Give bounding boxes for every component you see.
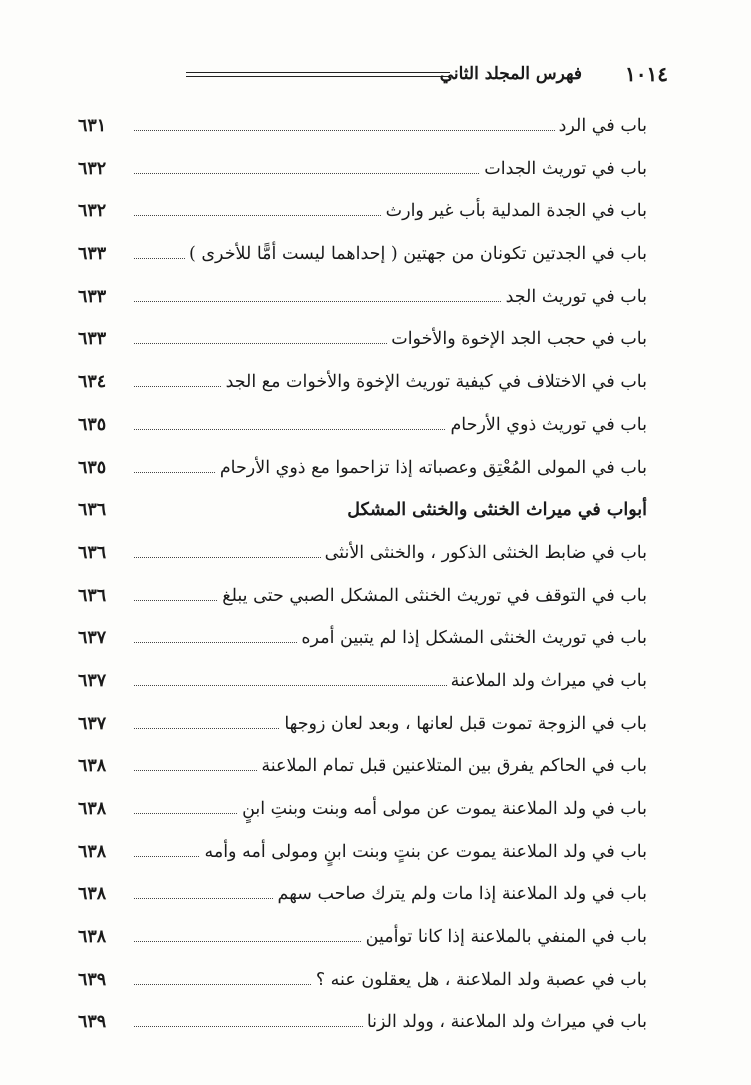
entry-page-number: ٦٣٤ <box>78 372 107 393</box>
page-title: فهرس المجلد الثاني <box>439 64 582 84</box>
entry-title: باب في المنفي بالملاعنة إذا كانا توأمين <box>362 927 647 947</box>
entry-title: باب في توريث الجدات <box>480 159 647 179</box>
entry-page-number: ٦٣٥ <box>78 414 107 435</box>
index-entry <box>78 153 647 196</box>
entry-page-number: ٦٣٨ <box>78 884 107 905</box>
entry-page-number: ٦٣٨ <box>78 756 107 777</box>
index-entry <box>78 622 647 665</box>
index-entry <box>78 580 647 623</box>
index-entry <box>78 878 647 921</box>
entry-page-number: ٦٣٣ <box>78 329 107 350</box>
entry-title: باب في ولد الملاعنة إذا مات ولم يترك صاحب سهم <box>274 884 647 904</box>
entry-page-number: ٦٣٨ <box>78 927 107 948</box>
entry-page-number: ٦٣٥ <box>78 457 107 478</box>
entry-title: باب في الجدتين تكونان من جهتين ( إحداهما ليست أمًّا للأخرى ) <box>185 244 647 264</box>
section-heading-row <box>78 494 647 537</box>
index-entry <box>78 793 647 836</box>
entry-page-number: ٦٣٣ <box>78 286 107 307</box>
entry-title: باب في توريث الجد <box>502 287 647 307</box>
index-entry <box>78 921 647 964</box>
index-entry <box>78 964 647 1007</box>
entry-title: باب في الرد <box>555 116 647 136</box>
entry-page-number: ٦٣١ <box>78 116 107 136</box>
index-entry <box>78 409 647 452</box>
index-entry <box>78 750 647 793</box>
index-entry <box>78 537 647 580</box>
index-entry <box>78 238 647 281</box>
index-entry <box>78 195 647 238</box>
entry-page-number: ٦٣٣ <box>78 244 107 265</box>
entry-title: باب في الزوجة تموت قبل لعانها ، وبعد لعان زوجها <box>280 714 647 734</box>
entry-page-number: ٦٣٩ <box>78 969 107 990</box>
entry-page-number: ٦٣٧ <box>78 713 107 734</box>
entry-page-number: ٦٣٦ <box>78 542 107 563</box>
entry-page-number: ٦٣٨ <box>78 799 107 819</box>
entry-title: باب في عصبة ولد الملاعنة ، هل يعقلون عنه ؟ <box>312 970 647 990</box>
index-entry <box>78 110 647 153</box>
entry-title: باب في الاختلاف في كيفية توريث الإخوة والأخوات مع الجد <box>222 372 647 392</box>
index-list <box>78 110 647 1049</box>
entry-page-number: ٦٣٨ <box>78 841 107 862</box>
entry-page-number: ٦٣٢ <box>78 158 107 179</box>
entry-title: باب في المولى المُعْتِق وعصباته إذا تزاحموا مع ذوي الأرحام <box>216 458 647 478</box>
entry-title: باب في الجدة المدلية بأب غير وارث <box>382 201 647 221</box>
entry-title: باب في توريث ذوي الأرحام <box>446 415 647 435</box>
entry-title: باب في التوقف في توريث الخنثى المشكل الصبي حتى يبلغ <box>218 586 647 606</box>
entry-title: باب في ميراث ولد الملاعنة <box>447 671 647 691</box>
index-entry <box>78 836 647 879</box>
entry-title: باب في ولد الملاعنة يموت عن مولى أمه وبنت وبنتِ ابنٍ <box>238 799 647 819</box>
page-header <box>78 62 668 92</box>
entry-page-number: ٦٣٧ <box>78 670 107 691</box>
entry-title: باب في ولد الملاعنة يموت عن بنتٍ وبنت ابنٍ ومولى أمه وأمه <box>200 842 647 862</box>
header-rule <box>186 72 450 77</box>
index-entry <box>78 452 647 495</box>
entry-page-number: ٦٣٧ <box>78 628 107 649</box>
entry-title: أبواب في ميراث الخنثى والخنثى المشكل <box>343 500 647 520</box>
entry-title: باب في ميراث ولد الملاعنة ، وولد الزنا <box>363 1012 647 1032</box>
index-entry <box>78 708 647 751</box>
entry-title: باب في حجب الجد الإخوة والأخوات <box>387 329 647 349</box>
entry-page-number: ٦٣٦ <box>78 585 107 606</box>
index-entry <box>78 1006 647 1049</box>
entry-title: باب في الحاكم يفرق بين المتلاعنين قبل تمام الملاعنة <box>257 756 647 776</box>
entry-page-number: ٦٣٦ <box>78 500 107 521</box>
entry-title: باب في توريث الخنثى المشكل إذا لم يتبين أمره <box>297 628 647 648</box>
entry-title: باب في ضابط الخنثى الذكور ، والخنثى الأنثى <box>321 543 647 563</box>
page-number: ١٠١٤ <box>625 62 668 86</box>
index-entry <box>78 323 647 366</box>
index-entry <box>78 366 647 409</box>
entry-page-number: ٦٣٢ <box>78 201 107 222</box>
index-entry <box>78 281 647 324</box>
entry-page-number: ٦٣٩ <box>78 1012 107 1033</box>
index-entry <box>78 665 647 708</box>
